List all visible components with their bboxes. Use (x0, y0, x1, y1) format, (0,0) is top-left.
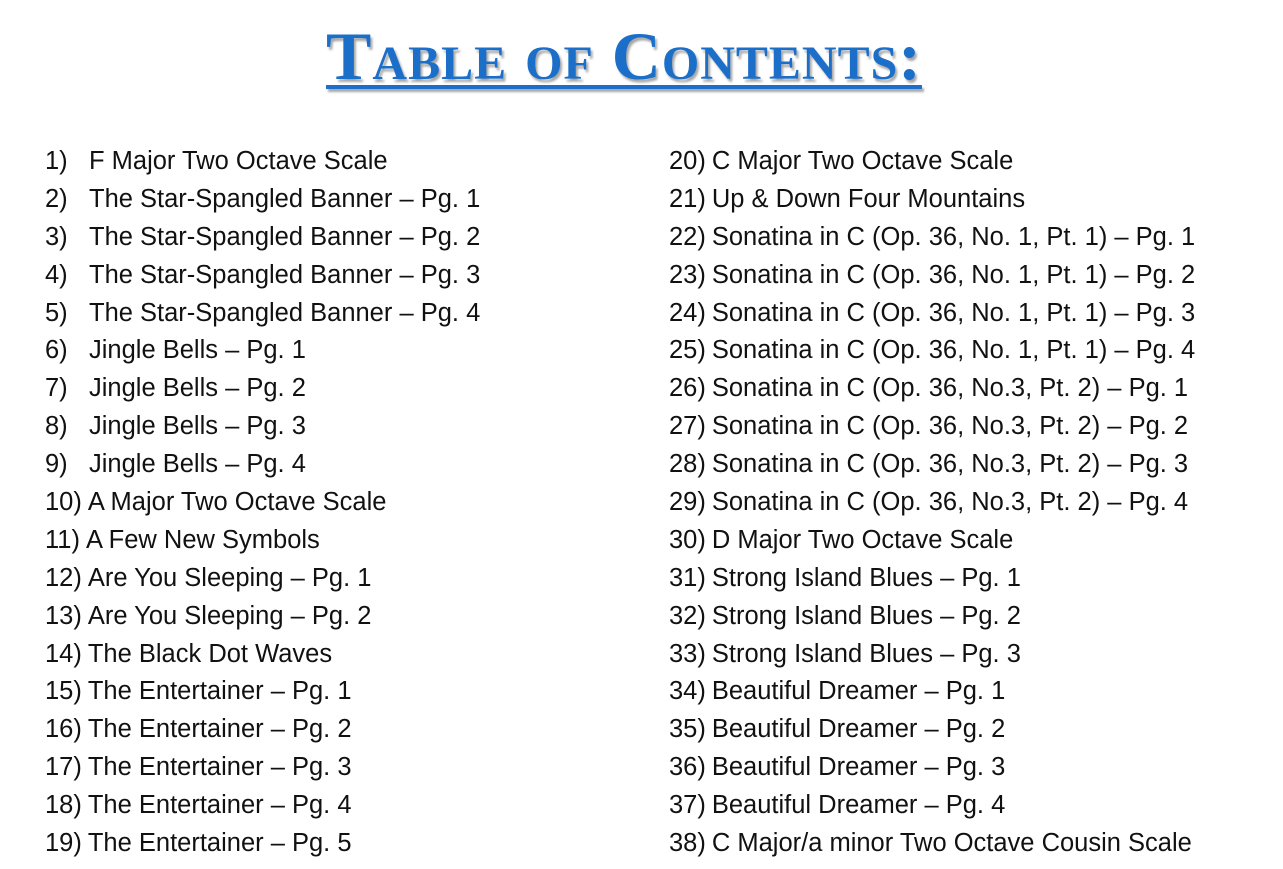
toc-entry (669, 257, 1269, 295)
toc-entry (669, 332, 1269, 370)
toc-entry-number: 32) (669, 601, 706, 630)
toc-entry-title: Beautiful Dreamer – Pg. 4 (711, 791, 1006, 820)
toc-entry (45, 598, 645, 636)
toc-entry (669, 295, 1269, 333)
toc-entry-title: C Major/a minor Two Octave Cousin Scale (711, 829, 1192, 858)
toc-entry (45, 446, 645, 484)
toc-entry-title: Beautiful Dreamer – Pg. 2 (711, 715, 1006, 744)
toc-entry (45, 522, 645, 560)
toc-entry-number: 8) (45, 412, 68, 441)
toc-entry (669, 598, 1269, 636)
toc-entry-number: 20) (669, 147, 706, 175)
toc-entry-number: 24) (669, 298, 706, 327)
toc-entry-title: Sonatina in C (Op. 36, No. 1, Pt. 1) – Pg. 2 (711, 260, 1196, 289)
toc-entry-title: Up & Down Four Mountains (711, 184, 1026, 213)
toc-entry-number: 16) (45, 715, 82, 744)
toc-entry-number: 18) (45, 791, 82, 820)
toc-entry (45, 295, 645, 333)
toc-entry-number: 22) (669, 222, 706, 251)
toc-entry-number: 14) (45, 639, 82, 668)
toc-entry-number: 6) (45, 336, 68, 365)
toc-entry-number: 31) (669, 563, 706, 592)
toc-entry-title: The Black Dot Waves (87, 639, 333, 668)
toc-entry (45, 825, 645, 863)
toc-entry (669, 560, 1269, 598)
toc-entry-title: Sonatina in C (Op. 36, No. 1, Pt. 1) – Pg. 4 (711, 336, 1196, 365)
page-title: Table of Contents: (326, 18, 922, 94)
toc-entry-title: The Star-Spangled Banner – Pg. 1 (89, 184, 481, 213)
toc-entry-number: 26) (669, 374, 706, 403)
toc-entry-title: A Few New Symbols (85, 525, 320, 554)
toc-entry-title: Strong Island Blues – Pg. 3 (711, 639, 1021, 668)
toc-entry-number: 27) (669, 412, 706, 441)
toc-entry (669, 673, 1269, 711)
toc-entry-title: Are You Sleeping – Pg. 2 (87, 601, 372, 630)
toc-entry (669, 636, 1269, 674)
toc-entry-title: Beautiful Dreamer – Pg. 3 (711, 753, 1006, 782)
toc-entry-title: Beautiful Dreamer – Pg. 1 (711, 677, 1006, 706)
toc-entry-title: Strong Island Blues – Pg. 1 (711, 563, 1021, 592)
toc-entry-title: Jingle Bells – Pg. 4 (89, 450, 306, 479)
toc-entry-title: C Major Two Octave Scale (711, 147, 1014, 175)
toc-entry-number: 21) (669, 184, 706, 213)
toc-left-column (45, 143, 645, 863)
toc-entry (45, 673, 645, 711)
toc-entry-title: Jingle Bells – Pg. 1 (89, 336, 306, 365)
toc-entry-title: The Star-Spangled Banner – Pg. 4 (89, 298, 481, 327)
toc-entry-number: 1) (45, 147, 68, 175)
toc-entry-number: 11) (45, 525, 80, 554)
toc-entry-number: 12) (45, 563, 82, 592)
toc-entry (669, 408, 1269, 446)
toc-entry-title: Are You Sleeping – Pg. 1 (87, 563, 372, 592)
toc-entry-title: The Entertainer – Pg. 2 (87, 715, 352, 744)
toc-entry-number: 33) (669, 639, 706, 668)
toc-entry (669, 825, 1269, 863)
toc-entry-number: 29) (669, 488, 706, 517)
toc-entry (669, 446, 1269, 484)
toc-entry (45, 332, 645, 370)
toc-entry-number: 38) (669, 829, 706, 858)
toc-entry-number: 37) (669, 791, 706, 820)
toc-entry (669, 484, 1269, 522)
toc-entry (45, 143, 645, 181)
toc-entry (45, 636, 645, 674)
toc-entry-number: 4) (45, 260, 68, 289)
toc-entry-number: 34) (669, 677, 706, 706)
toc-entry (669, 522, 1269, 560)
toc-entry-number: 28) (669, 450, 706, 479)
toc-entry-title: A Major Two Octave Scale (87, 488, 387, 517)
toc-entry-number: 19) (45, 829, 82, 858)
toc-entry-number: 25) (669, 336, 706, 365)
toc-entry (45, 749, 645, 787)
toc-entry (45, 257, 645, 295)
toc-entry-number: 2) (45, 184, 68, 213)
toc-entry-title: Jingle Bells – Pg. 3 (89, 412, 306, 441)
toc-entry (669, 787, 1269, 825)
toc-entry-title: Sonatina in C (Op. 36, No. 1, Pt. 1) – Pg. 1 (711, 222, 1196, 251)
toc-entry (669, 749, 1269, 787)
toc-entry-number: 36) (669, 753, 706, 782)
toc-entry (45, 219, 645, 257)
toc-entry-title: Sonatina in C (Op. 36, No.3, Pt. 2) – Pg. 3 (711, 450, 1189, 479)
toc-entry-number: 3) (45, 222, 68, 251)
toc-entry (45, 370, 645, 408)
toc-entry-number: 10) (45, 488, 82, 517)
toc-entry (669, 219, 1269, 257)
toc-entry-title: Jingle Bells – Pg. 2 (89, 374, 306, 403)
toc-entry-title: Sonatina in C (Op. 36, No.3, Pt. 2) – Pg. 1 (711, 374, 1189, 403)
toc-entry-title: The Star-Spangled Banner – Pg. 2 (89, 222, 481, 251)
toc-entry-title: Strong Island Blues – Pg. 2 (711, 601, 1021, 630)
toc-entry-title: The Entertainer – Pg. 1 (87, 677, 352, 706)
toc-entry (45, 560, 645, 598)
toc-entry-number: 9) (45, 450, 68, 479)
toc-entry-title: The Entertainer – Pg. 3 (87, 753, 352, 782)
toc-entry-number: 23) (669, 260, 706, 289)
toc-entry (669, 711, 1269, 749)
toc-entry (45, 408, 645, 446)
toc-entry-title: The Entertainer – Pg. 5 (87, 829, 352, 858)
toc-entry (669, 370, 1269, 408)
title-container (0, 18, 1248, 94)
toc-right-column (669, 143, 1269, 863)
toc-entry-title: Sonatina in C (Op. 36, No. 1, Pt. 1) – Pg. 3 (711, 298, 1196, 327)
toc-entry (669, 181, 1269, 219)
toc-entry-title: Sonatina in C (Op. 36, No.3, Pt. 2) – Pg. 4 (711, 488, 1189, 517)
toc-entry-title: The Star-Spangled Banner – Pg. 3 (89, 260, 481, 289)
toc-entry-number: 15) (45, 677, 82, 706)
toc-entry (45, 484, 645, 522)
toc-entry (669, 143, 1269, 181)
toc-entry-number: 17) (45, 753, 82, 782)
toc-entry-number: 5) (45, 298, 68, 327)
toc-entry-title: D Major Two Octave Scale (711, 525, 1014, 554)
toc-entry-title: F Major Two Octave Scale (89, 147, 388, 175)
toc-entry-title: Sonatina in C (Op. 36, No.3, Pt. 2) – Pg. 2 (711, 412, 1189, 441)
toc-entry-title: The Entertainer – Pg. 4 (87, 791, 352, 820)
toc-entry-number: 35) (669, 715, 706, 744)
toc-entry-number: 13) (45, 601, 82, 630)
toc-entry-number: 30) (669, 525, 706, 554)
toc-entry-number: 7) (45, 374, 68, 403)
toc-entry (45, 181, 645, 219)
toc-entry (45, 711, 645, 749)
toc-entry (45, 787, 645, 825)
